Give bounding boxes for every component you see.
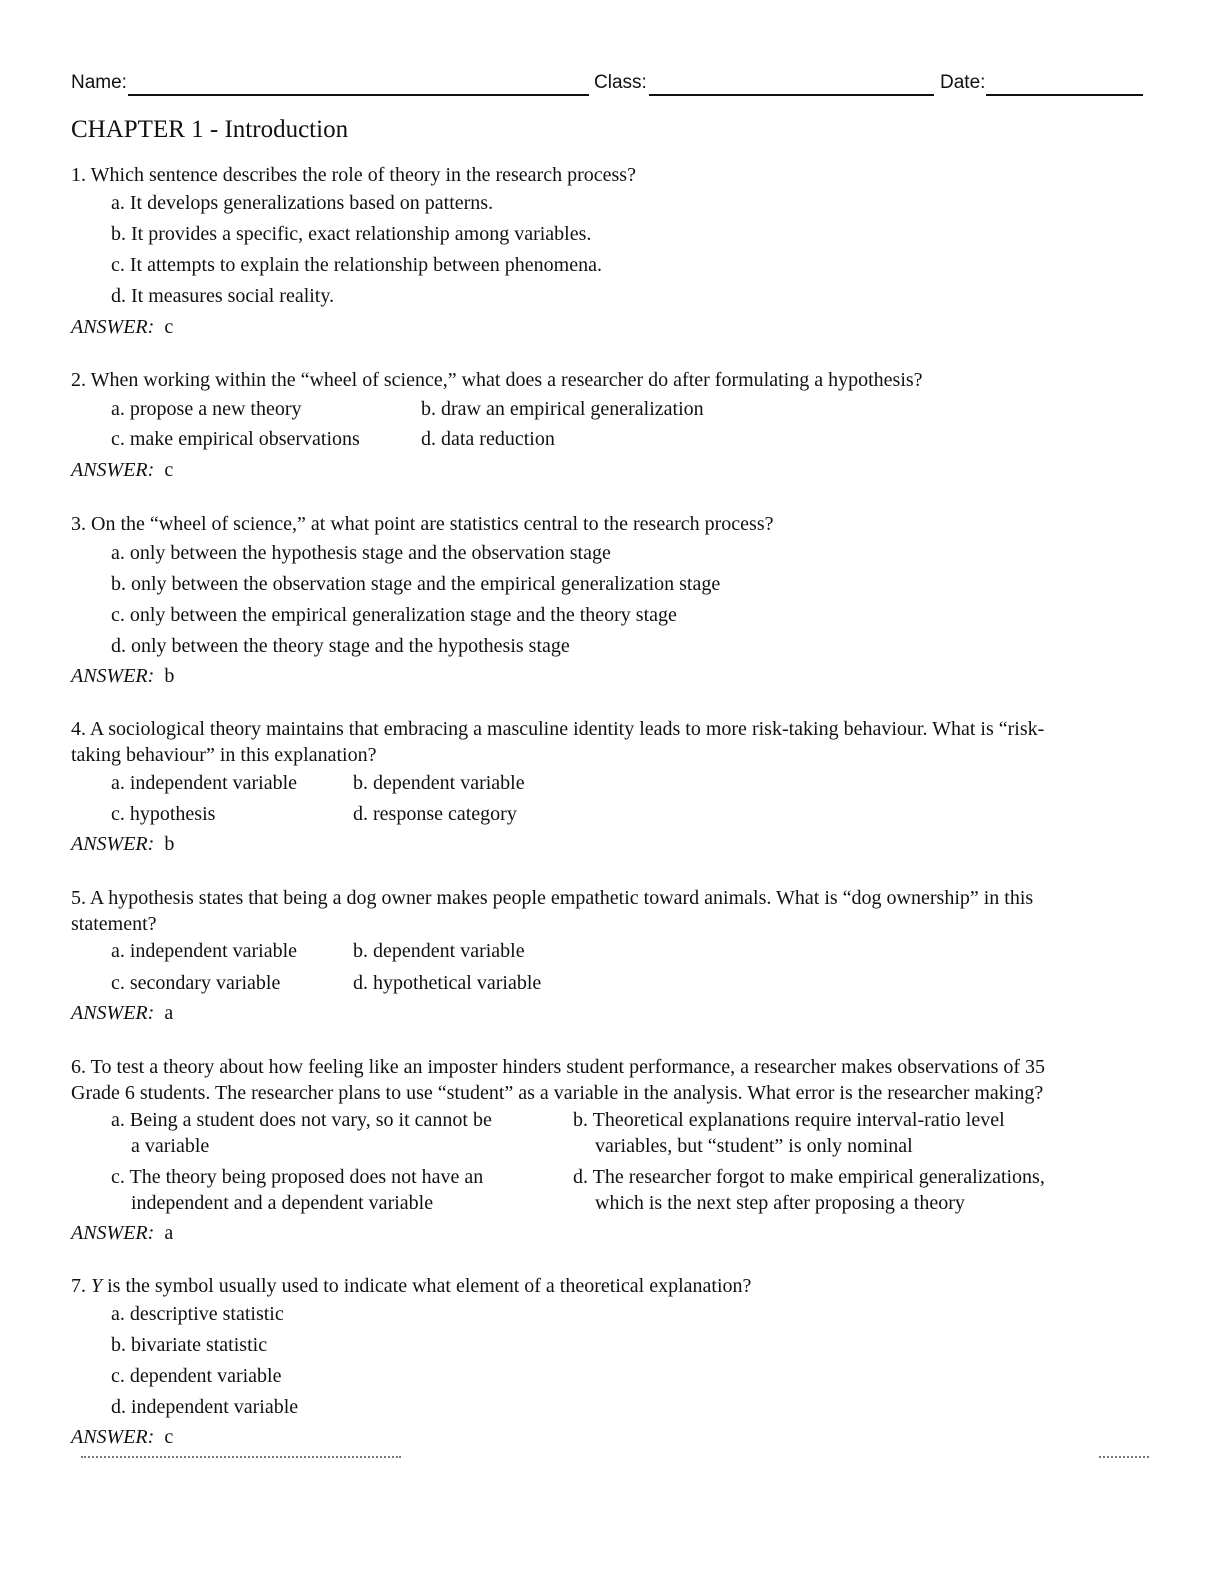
name-label: Name: bbox=[71, 72, 127, 93]
answer-label: ANSWER: bbox=[71, 833, 155, 855]
option-b-line-1: b. Theoretical explanations require interval-ratio level bbox=[573, 1109, 1005, 1131]
option-b: b. draw an empirical generalization bbox=[421, 398, 704, 420]
option-a-line-1: a. Being a student does not vary, so it cannot be bbox=[111, 1109, 492, 1131]
answer-value: b bbox=[164, 833, 175, 855]
answer-line bbox=[71, 831, 174, 857]
option-b: b. only between the observation stage and the empirical generalization stage bbox=[111, 573, 721, 595]
option-b-line-2: variables, but “student” is only nominal bbox=[595, 1135, 913, 1157]
variable-symbol: Y bbox=[91, 1275, 103, 1297]
option-a-line-2: a variable bbox=[131, 1135, 210, 1157]
option-c: c. dependent variable bbox=[111, 1365, 282, 1387]
option-a: a. independent variable bbox=[111, 772, 298, 794]
question-stem-line-2: statement? bbox=[71, 913, 157, 935]
date-field[interactable] bbox=[986, 94, 1143, 96]
question-7 bbox=[71, 1273, 1143, 1448]
class-label: Class: bbox=[594, 72, 647, 93]
option-d-line-1: d. The researcher forgot to make empirical generalizations, bbox=[573, 1166, 1045, 1188]
question-1 bbox=[71, 162, 1143, 338]
answer-line bbox=[71, 663, 174, 689]
option-c: c. make empirical observations bbox=[111, 428, 360, 450]
question-stem: 3. On the “wheel of science,” at what point are statistics central to the research process? bbox=[71, 513, 774, 535]
option-b: b. dependent variable bbox=[353, 940, 525, 962]
question-5 bbox=[71, 885, 1143, 1024]
class-field[interactable] bbox=[649, 94, 934, 96]
answer-value: a bbox=[164, 1002, 174, 1024]
option-a: a. only between the hypothesis stage and the observation stage bbox=[111, 542, 611, 564]
answer-label: ANSWER: bbox=[71, 665, 155, 687]
option-b: b. dependent variable bbox=[353, 772, 525, 794]
question-6 bbox=[71, 1054, 1143, 1244]
question-3 bbox=[71, 511, 1143, 687]
option-a: a. It develops generalizations based on patterns. bbox=[111, 192, 494, 214]
option-d-line-2: which is the next step after proposing a theory bbox=[595, 1192, 965, 1214]
question-stem-line-1: 5. A hypothesis states that being a dog owner makes people empathetic toward animals. What is “dog ownership” in this bbox=[71, 887, 1034, 909]
question-stem: 1. Which sentence describes the role of theory in the research process? bbox=[71, 164, 636, 186]
option-c: c. only between the empirical generalization stage and the theory stage bbox=[111, 604, 677, 626]
option-d: d. independent variable bbox=[111, 1396, 299, 1418]
question-4 bbox=[71, 716, 1143, 855]
answer-line bbox=[71, 1000, 173, 1026]
question-stem: 2. When working within the “wheel of science,” what does a researcher do after formulating a hypothesis? bbox=[71, 369, 923, 391]
option-b: b. bivariate statistic bbox=[111, 1334, 268, 1356]
option-d: d. only between the theory stage and the hypothesis stage bbox=[111, 635, 570, 657]
question-stem-line-1: 6. To test a theory about how feeling like an imposter hinders student performance, a researcher makes observations of 35 bbox=[71, 1056, 1046, 1078]
option-d: d. hypothetical variable bbox=[353, 972, 542, 994]
option-d: d. data reduction bbox=[421, 428, 555, 450]
page-footer-cutoff bbox=[71, 1456, 1151, 1468]
option-a: a. independent variable bbox=[111, 940, 298, 962]
question-stem-line-2: Grade 6 students. The researcher plans to use “student” as a variable in the analysis. What error is the researcher making? bbox=[71, 1082, 1044, 1104]
answer-value: b bbox=[164, 665, 175, 687]
option-c-line-2: independent and a dependent variable bbox=[131, 1192, 434, 1214]
date-label: Date: bbox=[940, 72, 986, 93]
stem-rest: is the symbol usually used to indicate what element of a theoretical explanation? bbox=[102, 1275, 752, 1297]
name-field[interactable] bbox=[128, 94, 589, 96]
option-c: c. hypothesis bbox=[111, 803, 216, 825]
question-stem bbox=[71, 1273, 1143, 1299]
answer-value: a bbox=[164, 1222, 174, 1244]
option-c-line-1: c. The theory being proposed does not have an bbox=[111, 1166, 484, 1188]
question-stem-line-2: taking behaviour” in this explanation? bbox=[71, 744, 377, 766]
option-a: a. propose a new theory bbox=[111, 398, 302, 420]
option-c: c. It attempts to explain the relationship between phenomena. bbox=[111, 254, 602, 276]
answer-line bbox=[71, 314, 173, 340]
footer-page-fragment bbox=[1099, 1456, 1149, 1462]
option-b: b. It provides a specific, exact relationship among variables. bbox=[111, 223, 592, 245]
option-d: d. response category bbox=[353, 803, 517, 825]
option-c: c. secondary variable bbox=[111, 972, 281, 994]
answer-line bbox=[71, 457, 173, 483]
option-a: a. descriptive statistic bbox=[111, 1303, 284, 1325]
answer-value: c bbox=[164, 459, 174, 481]
option-d: d. It measures social reality. bbox=[111, 285, 335, 307]
footer-text-fragment bbox=[81, 1456, 401, 1462]
answer-label: ANSWER: bbox=[71, 459, 155, 481]
answer-line bbox=[71, 1220, 173, 1246]
answer-label: ANSWER: bbox=[71, 1002, 155, 1024]
answer-line bbox=[71, 1424, 173, 1450]
stem-prefix: 7. bbox=[71, 1275, 91, 1297]
answer-label: ANSWER: bbox=[71, 316, 155, 338]
answer-value: c bbox=[164, 316, 174, 338]
answer-label: ANSWER: bbox=[71, 1426, 155, 1448]
answer-label: ANSWER: bbox=[71, 1222, 155, 1244]
question-2 bbox=[71, 367, 1143, 481]
question-stem-line-1: 4. A sociological theory maintains that embracing a masculine identity leads to more risk-taking behaviour. What is “risk- bbox=[71, 718, 1045, 740]
chapter-title: CHAPTER 1 - Introduction bbox=[71, 116, 349, 143]
answer-value: c bbox=[164, 1426, 174, 1448]
header-fields bbox=[71, 70, 1143, 98]
